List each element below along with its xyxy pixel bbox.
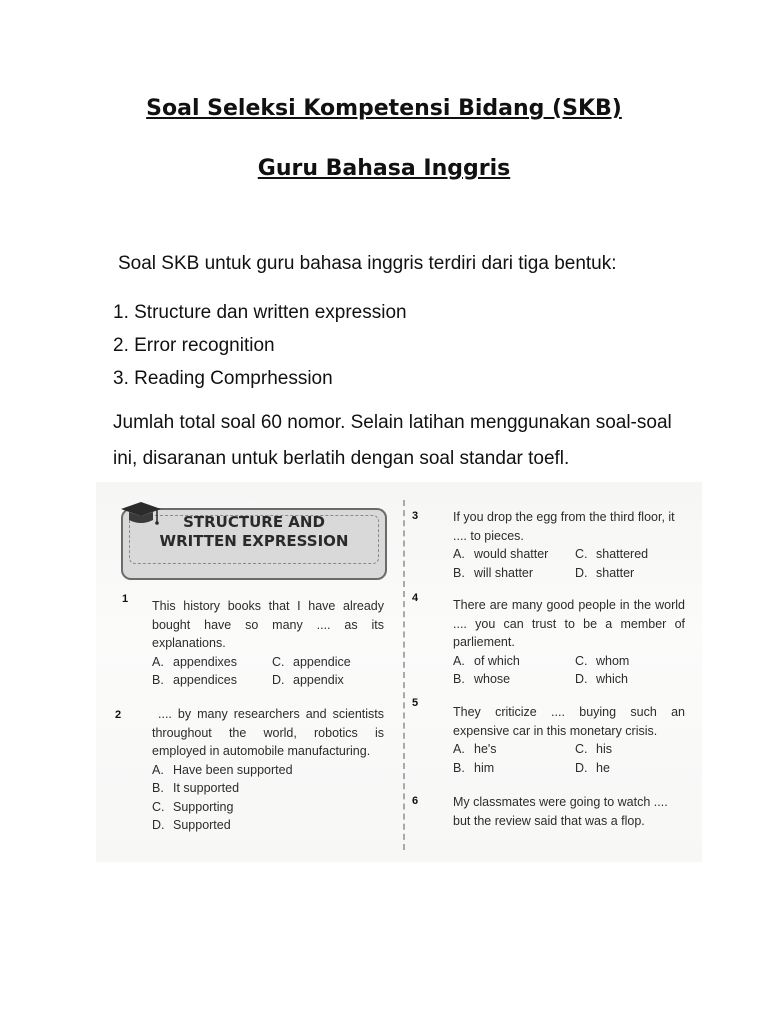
page-subtitle: Guru Bahasa Inggris xyxy=(257,156,511,181)
question-6 xyxy=(453,793,685,830)
body-paragraph: Jumlah total soal 60 nomor. Selain latihan menggunakan soal-soal ini, disaranan untuk berlatih dengan soal standar toefl. xyxy=(113,412,672,469)
format-list xyxy=(113,296,407,395)
question-5 xyxy=(453,703,685,777)
question-1 xyxy=(152,597,384,690)
option-c: C. whom xyxy=(575,653,630,668)
option-a: A. of which xyxy=(453,653,520,668)
question-text: .... by many researchers and scientists throughout the world, robotics is employed in automobile manufacturing. xyxy=(152,707,384,758)
option-c: C. his xyxy=(575,742,612,756)
option-c: C. appendice xyxy=(272,654,351,669)
question-number: 6 xyxy=(412,795,419,807)
options xyxy=(453,545,685,582)
graduation-cap-icon xyxy=(119,500,163,528)
option-b: B. will shatter xyxy=(453,565,534,580)
question-3 xyxy=(453,508,685,582)
question-number: 3 xyxy=(412,510,419,522)
intro-text: Soal SKB untuk guru bahasa inggris terdiri dari tiga bentuk: xyxy=(118,253,617,274)
question-number: 4 xyxy=(412,592,419,604)
option-d: D. which xyxy=(575,672,628,686)
column-divider xyxy=(403,500,405,850)
option-b: B. whose xyxy=(453,672,511,686)
banner-line-1: STRUCTURE AND xyxy=(183,513,325,531)
question-text: There are many good people in the world .... you can trust to be a member of parliement. xyxy=(453,598,685,649)
question-text: They criticize .... buying such an expensive car in this monetary crisis. xyxy=(453,705,685,738)
option-a: A. he's xyxy=(453,742,497,756)
option-b: B. appendices xyxy=(152,673,237,687)
banner-line-2: WRITTEN EXPRESSION xyxy=(159,532,349,550)
option-d: D. shatter xyxy=(575,565,635,580)
option-a: A. appendixes xyxy=(152,654,237,669)
question-number: 2 xyxy=(115,709,122,721)
options xyxy=(453,740,685,777)
option-d: D. he xyxy=(575,760,610,775)
option-d: D. Supported xyxy=(152,818,231,832)
question-text: This history books that I have already bought have so many .... as its explanations. xyxy=(152,599,384,650)
page-title: Soal Seleksi Kompetensi Bidang (SKB) xyxy=(146,96,622,121)
list-item: 3. Reading Comprhession xyxy=(113,368,333,389)
option-c: C. Supporting xyxy=(152,799,234,814)
list-item: 1. Structure dan written expression xyxy=(113,302,407,323)
question-number: 5 xyxy=(412,697,419,709)
option-a: A. Have been supported xyxy=(152,762,293,777)
question-text: My classmates were going to watch .... but the review said that was a flop. xyxy=(453,795,668,828)
option-c: C. shattered xyxy=(575,547,649,561)
options xyxy=(152,761,384,835)
options xyxy=(453,652,685,689)
options xyxy=(152,653,384,690)
question-text: If you drop the egg from the third floor, it .... to pieces. xyxy=(453,510,675,543)
question-number: 1 xyxy=(122,593,129,605)
option-b: B. him xyxy=(453,760,495,775)
question-4 xyxy=(453,596,685,689)
option-b: B. It supported xyxy=(152,781,240,795)
option-d: D. appendix xyxy=(272,673,344,687)
list-item: 2. Error recognition xyxy=(113,335,275,356)
question-2 xyxy=(152,705,384,835)
option-a: A. would shatter xyxy=(453,547,549,561)
